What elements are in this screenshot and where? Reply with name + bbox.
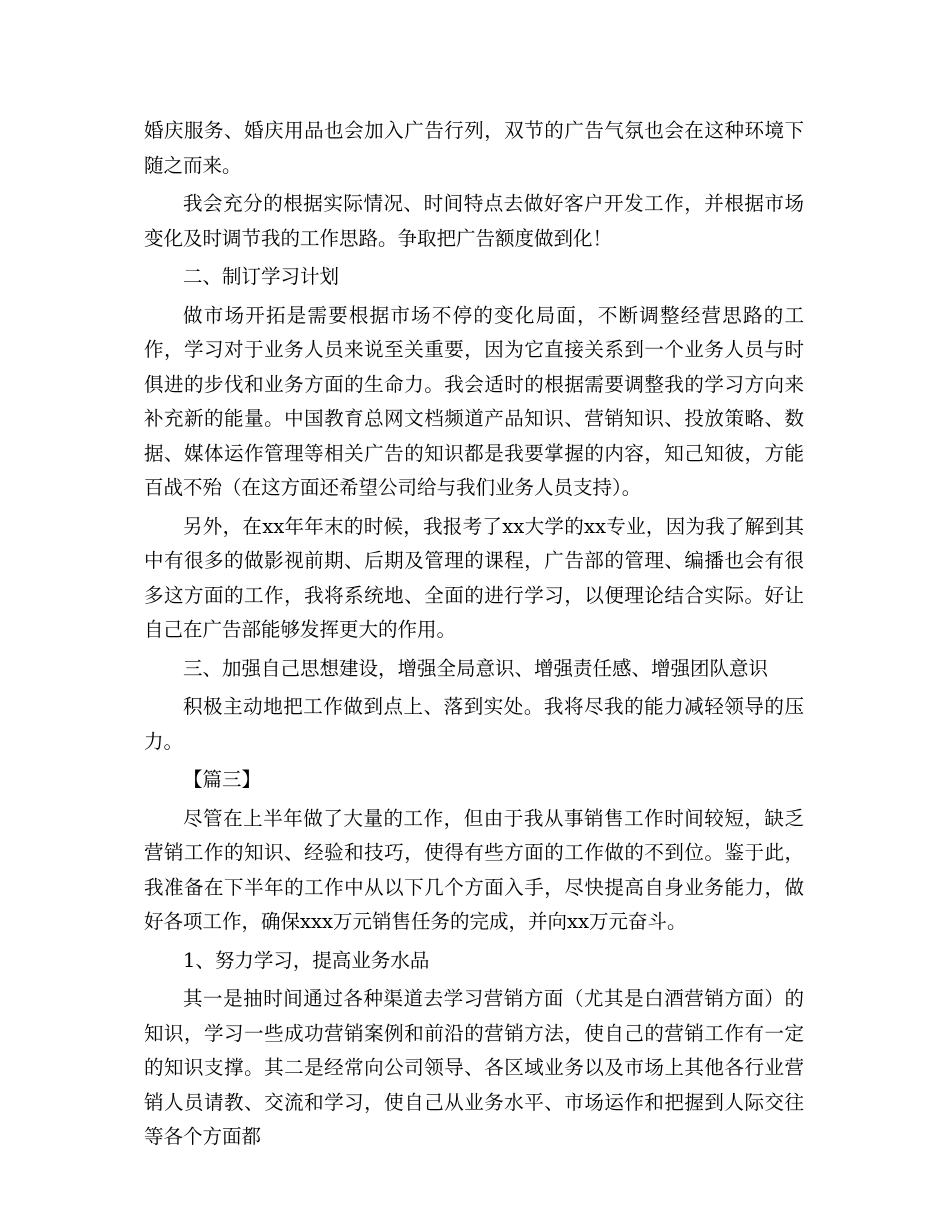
paragraph: 其一是抽时间通过各种渠道去学习营销方面（尤其是白酒营销方面）的知识，学习一些成功营销案例和前沿的营销方法，使自己的营销工作有一定的知识支撑。其二是经常向公司领导、各区域业务以及市场上其他各行业营销人员请教、交流和学习，使自己从业务水平、市场运作和把握到人际交往等各个方面都 (144, 987, 804, 1148)
paragraph: 另外，在xx年年末的时候，我报考了xx大学的xx专业，因为我了解到其中有很多的做影视前期、后期及管理的课程，广告部的管理、编播也会有很多这方面的工作，我将系统地、全面的进行学习，以便理论结合实际。好让自己在广告部能够发挥更大的作用。 (144, 514, 804, 641)
section-heading: 1、努力学习，提高业务水品 (183, 948, 430, 972)
section-heading: 二、制订学习计划 (183, 265, 340, 288)
paragraph: 做市场开拓是需要根据市场不停的变化局面，不断调整经营思路的工作，学习对于业务人员来说至关重要，因为它直接关系到一个业务人员与时俱进的步伐和业务方面的生命力。我会适时的根据需要调整我的学习方向来补充新的能量。中国教育总网文档频道产品知识、营销知识、投放策略、数据、媒体运作管理等相关广告的知识都是我要掌握的内容，知己知彼，方能百战不殆（在这方面还希望公司给与我们业务人员支持）。 (144, 303, 804, 499)
paragraph: 积极主动地把工作做到点上、落到实处。我将尽我的能力减轻领导的压力。 (144, 695, 804, 753)
section-heading: 三、加强自己思想建设，增强全局意识、增强责任感、增强团队意识 (183, 656, 769, 680)
document-page (144, 114, 804, 1155)
paragraph-continuation: 婚庆服务、婚庆用品也会加入广告行列，双节的广告气氛也会在这种环境下随之而来。 (144, 119, 804, 177)
paragraph: 我会充分的根据实际情况、时间特点去做好客户开发工作，并根据市场变化及时调节我的工作思路。争取把广告额度做到化！ (144, 192, 804, 250)
paragraph: 尽管在上半年做了大量的工作，但由于我从事销售工作时间较短，缺乏营销工作的知识、经验和技巧，使得有些方面的工作做的不到位。鉴于此，我准备在下半年的工作中从以下几个方面入手，尽快提高自身业务能力，做好各项工作，确保xxx万元销售任务的完成，并向xx万元奋斗。 (144, 806, 804, 933)
chapter-heading: 【篇三】 (183, 768, 262, 791)
